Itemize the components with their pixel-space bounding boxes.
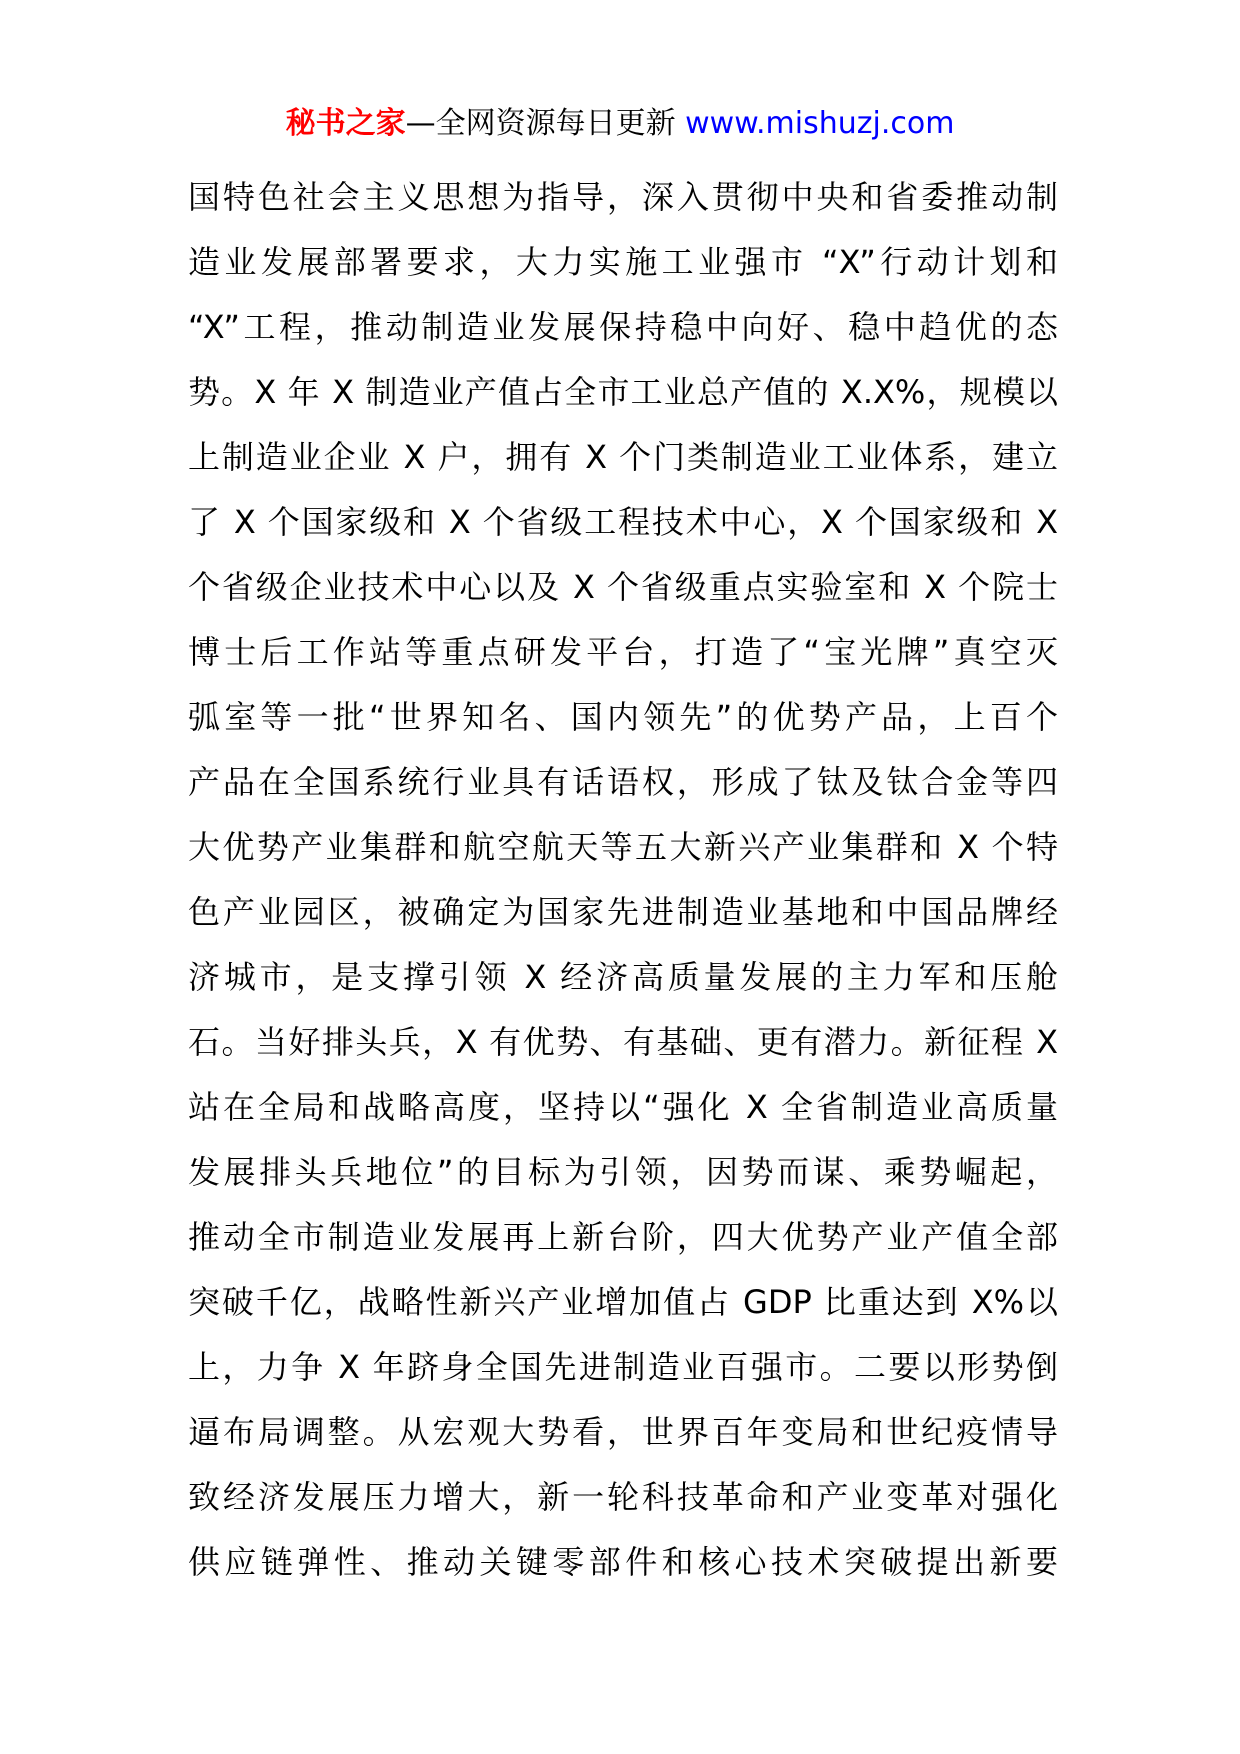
text-line: 致经济发展压力增大，新一轮科技革命和产业变革对强化 [188, 1478, 1058, 1516]
body-text [188, 165, 1058, 1595]
text-line: 造业发展部署要求，大力实施工业强市 “X”行动计划和 [188, 243, 1058, 281]
text-line: 国特色社会主义思想为指导，深入贯彻中央和省委推动制 [188, 178, 1058, 216]
text-line: 势。X 年 X 制造业产值占全市工业总产值的 X.X%，规模以 [188, 373, 1058, 411]
text-line: 博士后工作站等重点研发平台，打造了“宝光牌”真空灭 [188, 633, 1058, 671]
text-line: 色产业园区，被确定为国家先进制造业基地和中国品牌经 [188, 893, 1058, 931]
text-line: 逼布局调整。从宏观大势看，世界百年变局和世纪疫情导 [188, 1413, 1058, 1451]
text-line: 供应链弹性、推动关键零部件和核心技术突破提出新要 [188, 1543, 1058, 1581]
page-header [0, 100, 1240, 148]
text-line: 发展排头兵地位”的目标为引领，因势而谋、乘势崛起， [188, 1153, 1058, 1191]
text-line: 弧室等一批“世界知名、国内领先”的优势产品，上百个 [188, 698, 1058, 736]
header-url-link[interactable]: www.mishuzj.com [685, 106, 955, 141]
text-line: 了 X 个国家级和 X 个省级工程技术中心，X 个国家级和 X [188, 503, 1058, 541]
text-line: 大优势产业集群和航空航天等五大新兴产业集群和 X 个特 [188, 828, 1058, 866]
text-line: “X”工程，推动制造业发展保持稳中向好、稳中趋优的态 [188, 308, 1058, 346]
text-line: 个省级企业技术中心以及 X 个省级重点实验室和 X 个院士 [188, 568, 1058, 606]
text-line: 站在全局和战略高度，坚持以“强化 X 全省制造业高质量 [188, 1088, 1058, 1126]
text-line: 推动全市制造业发展再上新台阶，四大优势产业产值全部 [188, 1218, 1058, 1256]
header-brand: 秘书之家 [285, 106, 406, 141]
text-line: 上制造业企业 X 户，拥有 X 个门类制造业工业体系，建立 [188, 438, 1058, 476]
text-line: 上，力争 X 年跻身全国先进制造业百强市。二要以形势倒 [188, 1348, 1058, 1386]
text-line: 产品在全国系统行业具有话语权，形成了钛及钛合金等四 [188, 763, 1058, 801]
text-line: 突破千亿，战略性新兴产业增加值占 GDP 比重达到 X%以 [188, 1283, 1058, 1321]
text-line: 济城市，是支撑引领 X 经济高质量发展的主力军和压舱 [188, 958, 1058, 996]
text-line: 石。当好排头兵，X 有优势、有基础、更有潜力。新征程 X [188, 1023, 1058, 1061]
header-tagline: —全网资源每日更新 [405, 106, 686, 141]
